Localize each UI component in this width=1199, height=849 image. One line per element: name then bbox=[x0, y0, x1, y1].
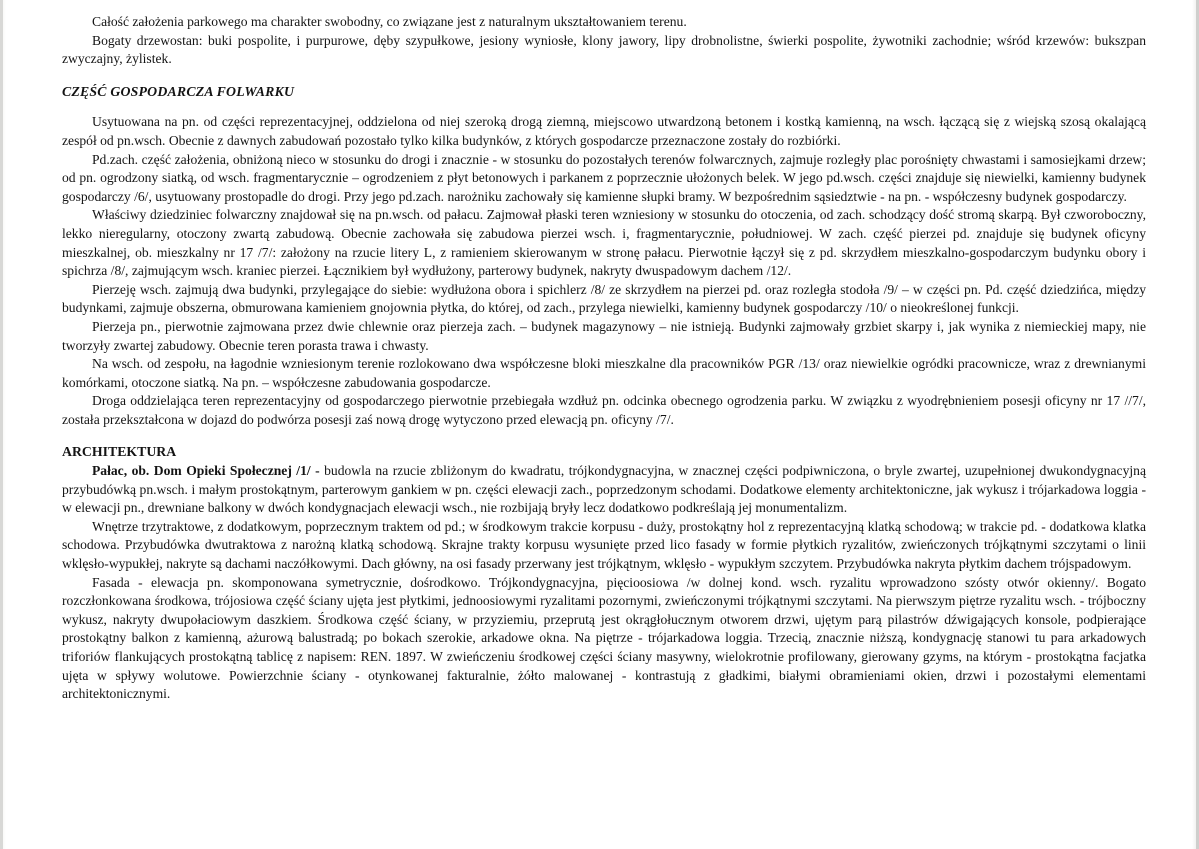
farm-paragraph-3: Właściwy dziedziniec folwarczny znajdował się na pn.wsch. od pałacu. Zajmował płaski teren wzniesiony w stosunku do otoczenia, od zach. schodzący dość stromą skarpą. Był czworoboczny, lekko nieregularny, otoczony zwartą zabudową. Obecnie zachowała się zabudowa pierzei wsch. i, fragmentarycznie, południowej. W zach. część pierzei pd. znajduje się budynek oficyny mieszkalnej, ob. mieszkalny nr 17 /7/: założony na rzucie litery L, z ramieniem skierowanym w stronę pałacu. Pierwotnie łączył się z pd. skrzydłem mieszkalno-gospodarczym budynku obory i spichrza /8/, zajmującym wsch. kraniec pierzei. Łącznikiem był wydłużony, parterowy budynek, nakryty dwuspadowym dachem /12/. bbox=[62, 207, 1146, 279]
left-page-edge bbox=[0, 0, 3, 849]
farm-paragraph-5: Pierzeja pn., pierwotnie zajmowana przez dwie chlewnie oraz pierzeja zach. – budynek magazynowy – nie istnieją. Budynki zajmowały grzbiet skarpy i, jak wynika z niemieckiej mapy, nie tworzyły zwartej zabudowy. Obecnie teren porasta trawa i chwasty. bbox=[62, 318, 1146, 353]
farm-paragraph-2: Pd.zach. część założenia, obniżoną nieco w stosunku do drogi i znacznie - w stosunku do pozostałych terenów folwarcznych, zajmuje rozległy plac porośnięty chwastami i samosiejkami drzew; od pn. ogrodzony siatką, od wsch. fragmentarycznie – ogrodzeniem z płyt betonowych i parkanem z poprzecznie ułożonych belek. W jego pd.wsch. części znajduje się niewielki, kamienny budynek gospodarczy /6/, usytuowany prostopadle do drogi. Przy jego pd.zach. narożniku zachowały się kamienne słupki bramy. W bezpośrednim sąsiedztwie - na pn. - współczesny budynek gospodarczy. bbox=[62, 151, 1146, 204]
section-heading-architecture: ARCHITEKTURA bbox=[62, 444, 177, 460]
intro-paragraph-1: Całość założenia parkowego ma charakter swobodny, co związane jest z naturalnym ukształtowaniem terenu. bbox=[92, 14, 687, 29]
palace-lead-text: budowla na rzucie zbliżonym do kwadratu, trójkondygnacyjna, w znacznej części podpiwniczona, o bryle zwartej, uzupełnionej dwukondygnacyjną przybudówką pn.wsch. i małym prostokątnym, parterowym gankiem w pn. części elewacji zach., poprzedzonym schodami. Dodatkowe elementy architektoniczne, jak wykusz i trójarkadowa loggia - w elewacji pn., drewniane balkony w dwóch kondygnacjach elewacji wsch., nie rozbijają bryły lecz dodatkowo podkreślają jej monumentalizm. bbox=[62, 463, 1146, 516]
architecture-paragraph-1 bbox=[62, 462, 1146, 518]
farm-paragraph-4: Pierzeję wsch. zajmują dwa budynki, przylegające do siebie: wydłużona obora i spichlerz /8/ ze skrzydłem na pierzei pd. oraz rozległa stodoła /9/ – w części pn. Pd. część dziedzińca, między budynkami, zajmuje obszerna, obmurowana kamieniem gnojownia płytka, do której, od zach., przylega niewielki, kamienny budynek gospodarczy /10/ o nieokreślonej funkcji. bbox=[62, 281, 1146, 316]
farm-paragraph-1: Usytuowana na pn. od części reprezentacyjnej, oddzielona od niej szeroką drogą ziemną, miejscowo utwardzoną betonem i kostką kamienną, na wsch. łączącą się z wiejską szosą okalającą zespół od pn.wsch. Obecnie z dawnych zabudowań pozostało tylko kilka budynków, z których gospodarcze przeznaczone zostały do rozbiórki. bbox=[62, 114, 1146, 148]
section-heading-farm: CZĘŚĆ GOSPODARCZA FOLWARKU bbox=[62, 83, 295, 99]
palace-lead-bold: Pałac, ob. Dom Opieki Społecznej /1/ - bbox=[92, 463, 320, 479]
architecture-paragraph-3: Fasada - elewacja pn. skomponowana symetrycznie, dośrodkowo. Trójkondygnacyjna, pięcioosiowa /w dolnej kond. wsch. ryzalitu wprowadzono szósty otwór okienny/. Bogato rozczłonkowana środkowa, trójosiowa część ściany ujęta jest płytkimi, jednoosiowymi ryzalitami pozornymi, zwieńczonymi trójkątnymi szczytami. Na pierwszym piętrze ryzalitu wsch. - trójboczny wykusz, nakryty dwupołaciowym daszkiem. Środkowa część ściany, w przyziemiu, przeprutą jest okrągłołucznym otworem drzwi, ujętym parą pilastrów dźwigających konsole, podpierające prostokątny balkon z kamienną, ażurową balustradą; po bokach szerokie, arkadowe okna. Na piętrze - trójarkadowa loggia. Trzecią, znacznie niższą, kondygnację stanowi tu para arkadowych triforiów flankujących prostokątną tablicę z napisem: REN. 1897. W zwieńczeniu środkowej części ściany masywny, wielokrotnie profilowany, gierowany gzyms, na którym - prostokątna facjatka ujęta w spływy wolutowe. Powierzchnie ściany - otynkowanej fakturalnie, żółto malowanej - kontrastują z gładkimi, białymi obramieniami okien, drzwi i pozostałymi elementami architektonicznymi. bbox=[62, 574, 1146, 702]
farm-paragraph-6: Na wsch. od zespołu, na łagodnie wzniesionym terenie rozlokowano dwa współczesne bloki mieszkalne dla pracowników PGR /13/ oraz niewielkie ogródki pracownicze, wraz z drewnianymi komórkami, otoczone siatką. Na pn. – współczesne zabudowania gospodarcze. bbox=[62, 356, 1146, 390]
document-text bbox=[62, 13, 1146, 704]
farm-paragraph-7: Droga oddzielająca teren reprezentacyjny od gospodarczego pierwotnie przebiegała wzdłuż pn. odcinka obecnego ogrodzenia parku. W związku z wyodrębnieniem posesji oficyny nr 17 //7/, została przekształcona w dojazd do podwórza posesji zaś nową drogę wytyczono przed elewacją pn. oficyny /7/. bbox=[62, 393, 1146, 427]
intro-paragraph-2: Bogaty drzewostan: buki pospolite, i purpurowe, dęby szypułkowe, jesiony wyniosłe, klony jawory, lipy drobnolistne, świerki pospolite, żywotniki zachodnie; wśród krzewów: bukszpan zwyczajny, żylistek. bbox=[62, 32, 1146, 67]
architecture-paragraph-2: Wnętrze trzytraktowe, z dodatkowym, poprzecznym traktem od pd.; w środkowym trakcie korpusu - duży, prostokątny hol z reprezentacyjną klatką schodową; w trakcie pd. - dodatkowa klatka schodowa. Przybudówka dwutraktowa z narożną klatką schodową. Skrajne trakty korpusu wysunięte przed lico fasady w formie płytkich ryzalitów, zwieńczonych trójkątnymi szczytami o linii wklęsło-wypukłej, nakryte są dachami naczółkowymi. Dach główny, na osi fasady przerwany jest trójkątnym, wklęsło - wypukłym szczytem. Przybudówka nakryta płytkim dachem trójspadowym. bbox=[62, 518, 1146, 572]
